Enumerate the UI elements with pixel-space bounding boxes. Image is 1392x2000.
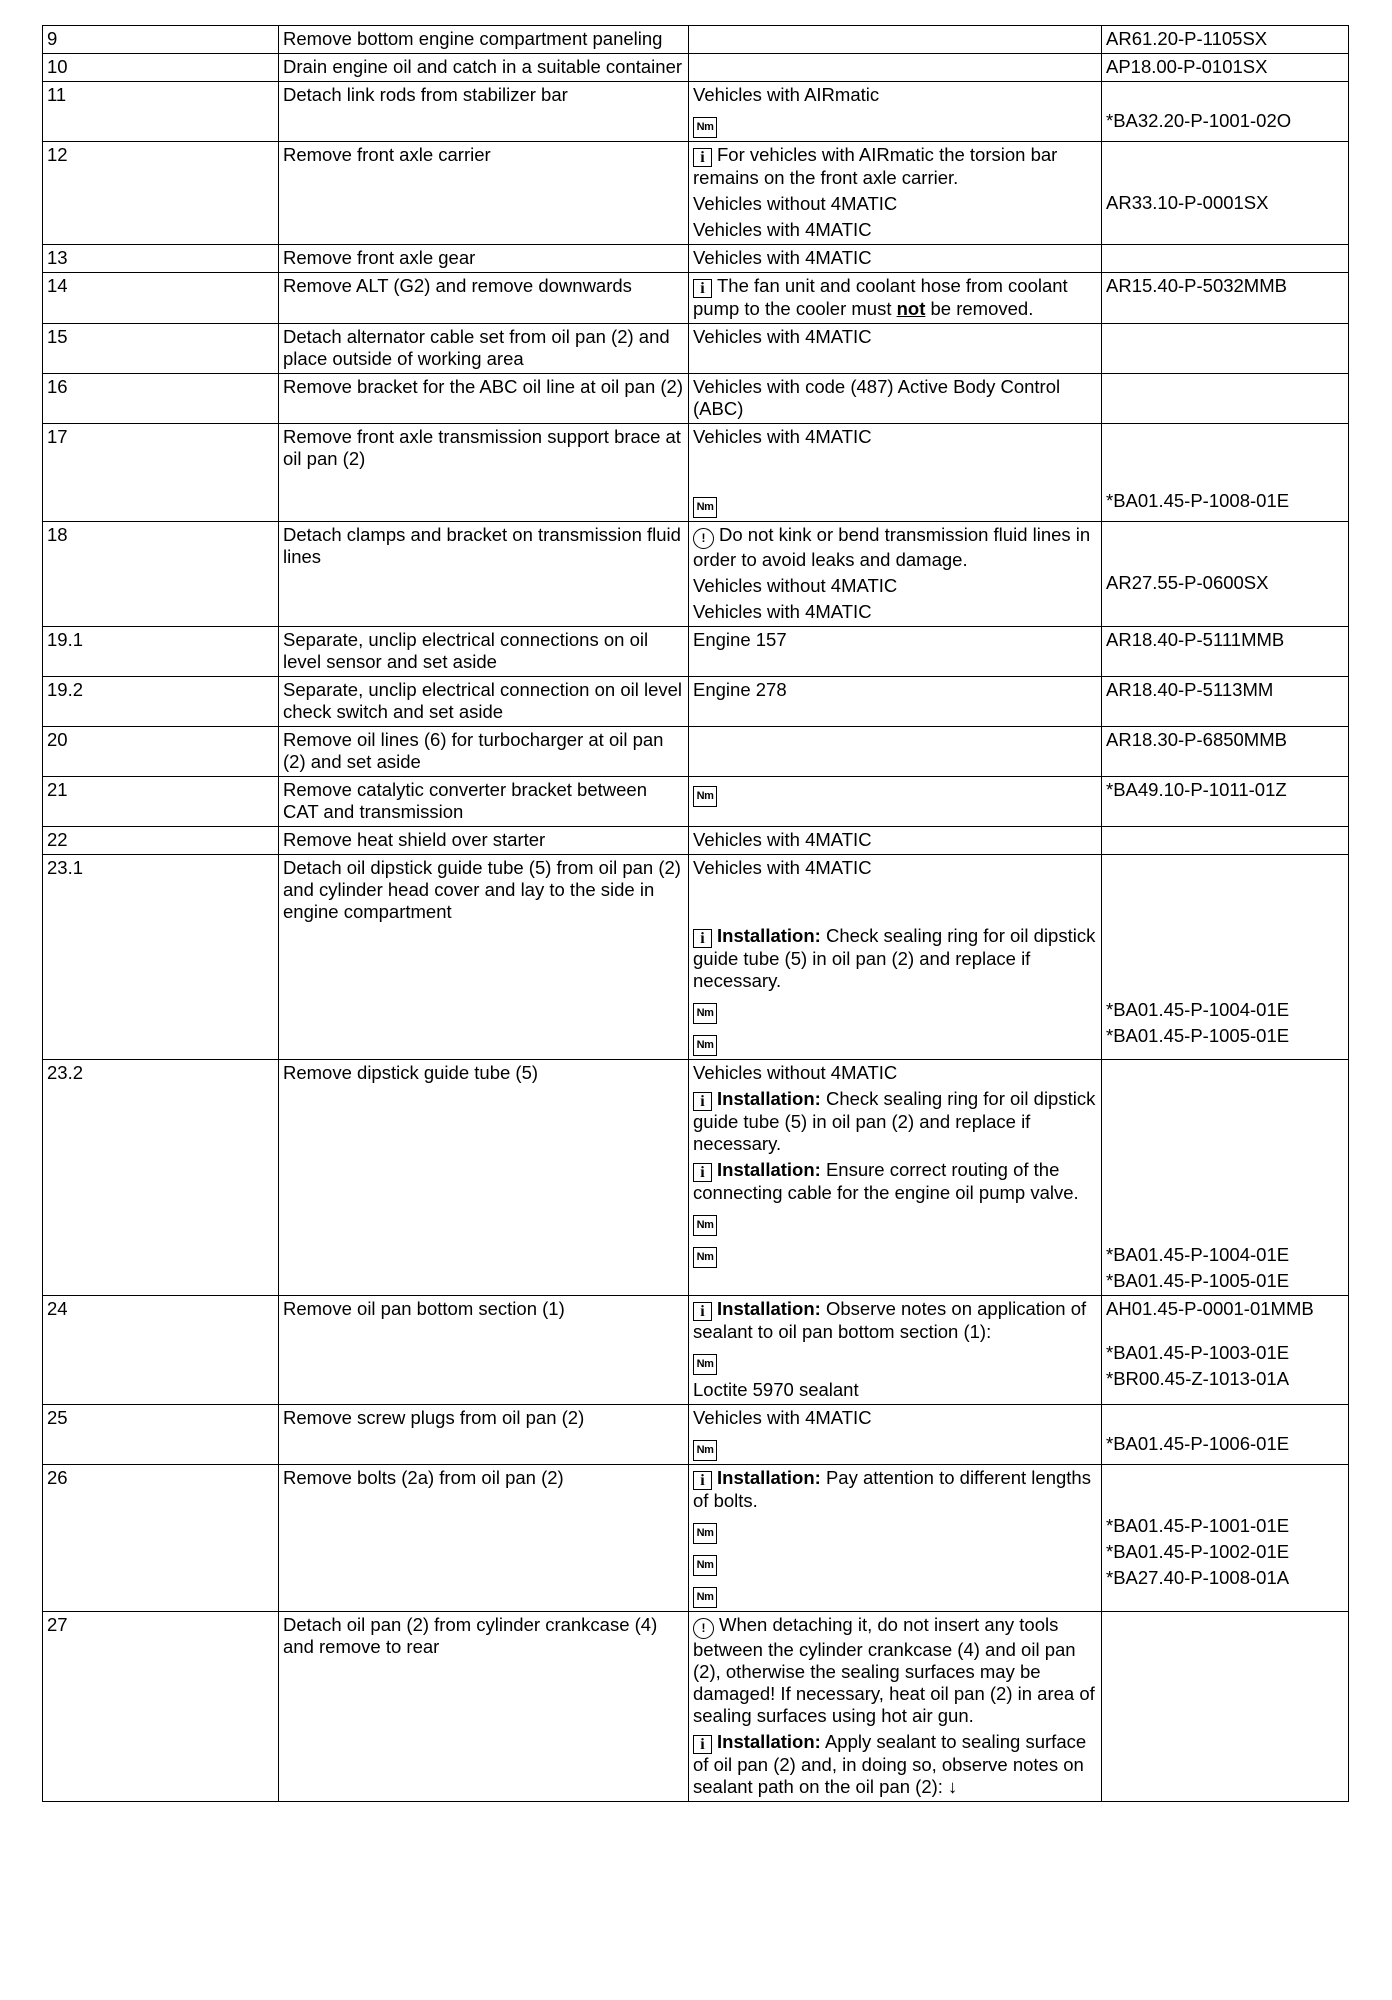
- installation-label: Installation:: [717, 1298, 821, 1319]
- step-number: 10: [43, 54, 279, 82]
- table-row: [43, 827, 1349, 855]
- table-row: [43, 245, 1349, 273]
- notes-cell: [689, 1060, 1102, 1296]
- reference-link[interactable]: AH01.45-P-0001-01MMB: [1106, 1298, 1314, 1319]
- note-text: The fan unit and coolant hose from coolant pump to the cooler must: [693, 275, 1068, 319]
- table-row: [43, 1296, 1349, 1405]
- torque-nm-icon[interactable]: Nm: [693, 1555, 717, 1576]
- reference-link[interactable]: *BA27.40-P-1008-01A: [1106, 1567, 1290, 1588]
- info-icon: i: [693, 1092, 712, 1111]
- task-text: Remove bracket for the ABC oil line at oil pan (2): [279, 374, 689, 424]
- step-number: 21: [43, 777, 279, 827]
- refs-cell: [1102, 1612, 1349, 1802]
- task-text: Remove screw plugs from oil pan (2): [279, 1405, 689, 1465]
- table-row: [43, 522, 1349, 627]
- notes-cell: [689, 82, 1102, 142]
- step-number: 22: [43, 827, 279, 855]
- reference-link[interactable]: *BA01.45-P-1002-01E: [1106, 1541, 1290, 1562]
- note-text: Vehicles with 4MATIC: [693, 219, 872, 240]
- notes-cell: [689, 1612, 1102, 1802]
- torque-nm-icon[interactable]: Nm: [693, 1215, 717, 1236]
- torque-nm-icon[interactable]: Nm: [693, 1247, 717, 1268]
- note-emphasis: not: [896, 298, 926, 319]
- refs-cell: [1102, 1296, 1349, 1405]
- notes-cell: [689, 777, 1102, 827]
- note-text: Vehicles with 4MATIC: [693, 601, 872, 622]
- reference-link[interactable]: AP18.00-P-0101SX: [1102, 54, 1349, 82]
- step-number: 23.1: [43, 855, 279, 1060]
- table-row: [43, 677, 1349, 727]
- table-row: [43, 727, 1349, 777]
- torque-nm-icon[interactable]: Nm: [693, 1440, 717, 1461]
- notes-cell: [689, 54, 1102, 82]
- step-number: 20: [43, 727, 279, 777]
- installation-label: Installation:: [717, 1088, 821, 1109]
- task-text: Remove front axle carrier: [279, 142, 689, 245]
- reference-link[interactable]: *BA01.45-P-1006-01E: [1106, 1433, 1290, 1454]
- notes-cell: [689, 273, 1102, 324]
- info-icon: i: [693, 1471, 712, 1490]
- note-text: Check sealing ring for oil dipstick guide tube (5) in oil pan (2) and replace if necessary.: [693, 925, 1096, 991]
- task-text: Remove heat shield over starter: [279, 827, 689, 855]
- note-text: For vehicles with AIRmatic the torsion bar remains on the front axle carrier.: [693, 144, 1058, 188]
- step-number: 18: [43, 522, 279, 627]
- task-text: Detach clamps and bracket on transmission fluid lines: [279, 522, 689, 627]
- warning-icon: !: [693, 528, 714, 549]
- note-text: Engine 278: [689, 677, 1102, 727]
- table-row: [43, 324, 1349, 374]
- note-text: Apply sealant to sealing surface of oil pan (2) and, in doing so, observe notes on sealant path on the oil pan (2): ↓: [693, 1731, 1087, 1797]
- installation-label: Installation:: [717, 925, 821, 946]
- note-text: Loctite 5970 sealant: [693, 1379, 859, 1400]
- step-number: 19.2: [43, 677, 279, 727]
- torque-nm-icon[interactable]: Nm: [693, 117, 717, 138]
- note-text: Vehicles with code (487) Active Body Control (ABC): [689, 374, 1102, 424]
- table-row: [43, 26, 1349, 54]
- step-number: 16: [43, 374, 279, 424]
- table-row: [43, 374, 1349, 424]
- table-row: [43, 627, 1349, 677]
- info-icon: i: [693, 1735, 712, 1754]
- note-text: Ensure correct routing of the connecting cable for the engine oil pump valve.: [693, 1159, 1079, 1203]
- note-text: Vehicles with 4MATIC: [693, 426, 872, 447]
- installation-label: Installation:: [717, 1467, 821, 1488]
- reference-link[interactable]: *BA01.45-P-1008-01E: [1106, 490, 1290, 511]
- task-text: Detach oil pan (2) from cylinder crankcase (4) and remove to rear: [279, 1612, 689, 1802]
- task-text: Detach oil dipstick guide tube (5) from oil pan (2) and cylinder head cover and lay to the side in engine compartment: [279, 855, 689, 1060]
- reference-link[interactable]: AR33.10-P-0001SX: [1106, 192, 1269, 213]
- refs-cell: [1102, 424, 1349, 522]
- torque-nm-icon[interactable]: Nm: [693, 1354, 717, 1375]
- reference-link[interactable]: *BA49.10-P-1011-01Z: [1102, 777, 1349, 827]
- task-text: Remove oil lines (6) for turbocharger at oil pan (2) and set aside: [279, 727, 689, 777]
- reference-link[interactable]: *BA01.45-P-1004-01E: [1106, 1244, 1290, 1265]
- torque-nm-icon[interactable]: Nm: [693, 1587, 717, 1608]
- installation-label: Installation:: [717, 1731, 821, 1752]
- step-number: 13: [43, 245, 279, 273]
- table-row: [43, 1465, 1349, 1612]
- torque-nm-icon[interactable]: Nm: [693, 497, 717, 518]
- task-text: Remove bolts (2a) from oil pan (2): [279, 1465, 689, 1612]
- table-row: [43, 1405, 1349, 1465]
- task-text: Remove catalytic converter bracket between CAT and transmission: [279, 777, 689, 827]
- refs-cell: [1102, 1405, 1349, 1465]
- reference-link[interactable]: AR18.40-P-5113MM: [1102, 677, 1349, 727]
- reference-link[interactable]: *BA01.45-P-1001-01E: [1106, 1515, 1290, 1536]
- step-number: 26: [43, 1465, 279, 1612]
- torque-nm-icon[interactable]: Nm: [693, 1003, 717, 1024]
- reference-link[interactable]: *BA01.45-P-1003-01E: [1106, 1342, 1290, 1363]
- step-number: 12: [43, 142, 279, 245]
- refs-cell: [1102, 1060, 1349, 1296]
- refs-cell: [1102, 142, 1349, 245]
- step-number: 19.1: [43, 627, 279, 677]
- reference-link[interactable]: AR61.20-P-1105SX: [1102, 26, 1349, 54]
- task-text: Remove front axle gear: [279, 245, 689, 273]
- reference-link[interactable]: *BA01.45-P-1004-01E: [1106, 999, 1290, 1020]
- info-icon: i: [693, 1302, 712, 1321]
- refs-cell: [1102, 245, 1349, 273]
- torque-nm-icon[interactable]: Nm: [693, 786, 717, 807]
- note-text: Vehicles with 4MATIC: [689, 245, 1102, 273]
- refs-cell: [1102, 1465, 1349, 1612]
- torque-nm-icon[interactable]: Nm: [693, 1035, 717, 1056]
- task-text: Separate, unclip electrical connections on oil level sensor and set aside: [279, 627, 689, 677]
- notes-cell: [689, 855, 1102, 1060]
- table-row: [43, 273, 1349, 324]
- notes-cell: [689, 1405, 1102, 1465]
- task-text: Separate, unclip electrical connection on oil level check switch and set aside: [279, 677, 689, 727]
- info-icon: i: [693, 1163, 712, 1182]
- notes-cell: [689, 1296, 1102, 1405]
- step-number: 23.2: [43, 1060, 279, 1296]
- task-text: Remove oil pan bottom section (1): [279, 1296, 689, 1405]
- procedure-table: [42, 25, 1349, 1802]
- step-number: 15: [43, 324, 279, 374]
- note-text: Vehicles with 4MATIC: [689, 324, 1102, 374]
- note-text: be removed.: [925, 298, 1034, 319]
- task-text: Remove bottom engine compartment paneling: [279, 26, 689, 54]
- table-row: [43, 54, 1349, 82]
- note-text: Vehicles with 4MATIC: [693, 857, 872, 878]
- warning-icon: !: [693, 1618, 714, 1639]
- table-row: [43, 424, 1349, 522]
- step-number: 27: [43, 1612, 279, 1802]
- notes-cell: [689, 1465, 1102, 1612]
- notes-cell: [689, 26, 1102, 54]
- notes-cell: [689, 727, 1102, 777]
- step-number: 25: [43, 1405, 279, 1465]
- note-text: Observe notes on application of sealant to oil pan bottom section (1):: [693, 1298, 1087, 1342]
- info-icon: i: [693, 279, 712, 298]
- table-row: [43, 855, 1349, 1060]
- task-text: Detach alternator cable set from oil pan (2) and place outside of working area: [279, 324, 689, 374]
- note-text: Vehicles without 4MATIC: [693, 1062, 898, 1083]
- task-text: Detach link rods from stabilizer bar: [279, 82, 689, 142]
- table-row: [43, 1060, 1349, 1296]
- note-text: Vehicles without 4MATIC: [693, 575, 898, 596]
- note-text: Vehicles without 4MATIC: [693, 193, 898, 214]
- step-number: 9: [43, 26, 279, 54]
- task-text: Remove ALT (G2) and remove downwards: [279, 273, 689, 324]
- reference-link[interactable]: AR15.40-P-5032MMB: [1102, 273, 1349, 324]
- reference-link[interactable]: *BA01.45-P-1005-01E: [1106, 1270, 1290, 1291]
- notes-cell: [689, 522, 1102, 627]
- table-row: [43, 777, 1349, 827]
- task-text: Remove dipstick guide tube (5): [279, 1060, 689, 1296]
- step-number: 11: [43, 82, 279, 142]
- procedure-table-container: [42, 25, 1348, 1802]
- table-row: [43, 142, 1349, 245]
- reference-link[interactable]: *BR00.45-Z-1013-01A: [1106, 1368, 1290, 1389]
- note-text: Vehicles with 4MATIC: [689, 827, 1102, 855]
- note-text: Do not kink or bend transmission fluid lines in order to avoid leaks and damage.: [693, 524, 1091, 570]
- refs-cell: [1102, 827, 1349, 855]
- info-icon: i: [693, 929, 712, 948]
- notes-cell: [689, 424, 1102, 522]
- note-text: Engine 157: [689, 627, 1102, 677]
- refs-cell: [1102, 522, 1349, 627]
- reference-link[interactable]: AR18.30-P-6850MMB: [1102, 727, 1349, 777]
- note-text: Pay attention to different lengths of bolts.: [693, 1467, 1091, 1511]
- notes-cell: [689, 142, 1102, 245]
- refs-cell: [1102, 374, 1349, 424]
- table-row: [43, 82, 1349, 142]
- refs-cell: [1102, 855, 1349, 1060]
- info-icon: i: [693, 148, 712, 167]
- reference-link[interactable]: AR27.55-P-0600SX: [1106, 572, 1269, 593]
- table-row: [43, 1612, 1349, 1802]
- note-text: When detaching it, do not insert any tools between the cylinder crankcase (4) and oil pan (2), otherwise the sealing surfaces may be damaged! If necessary, heat oil pan (2) in area of sealing surfaces using hot air gun.: [693, 1614, 1095, 1726]
- refs-cell: [1102, 82, 1349, 142]
- reference-link[interactable]: *BA32.20-P-1001-02O: [1106, 110, 1292, 131]
- note-text: Check sealing ring for oil dipstick guide tube (5) in oil pan (2) and replace if necessary.: [693, 1088, 1096, 1154]
- torque-nm-icon[interactable]: Nm: [693, 1523, 717, 1544]
- step-number: 17: [43, 424, 279, 522]
- step-number: 14: [43, 273, 279, 324]
- task-text: Remove front axle transmission support brace at oil pan (2): [279, 424, 689, 522]
- reference-link[interactable]: *BA01.45-P-1005-01E: [1106, 1025, 1290, 1046]
- refs-cell: [1102, 324, 1349, 374]
- step-number: 24: [43, 1296, 279, 1405]
- reference-link[interactable]: AR18.40-P-5111MMB: [1102, 627, 1349, 677]
- note-text: Vehicles with 4MATIC: [693, 1407, 872, 1428]
- task-text: Drain engine oil and catch in a suitable container: [279, 54, 689, 82]
- note-text: Vehicles with AIRmatic: [693, 84, 880, 105]
- installation-label: Installation:: [717, 1159, 821, 1180]
